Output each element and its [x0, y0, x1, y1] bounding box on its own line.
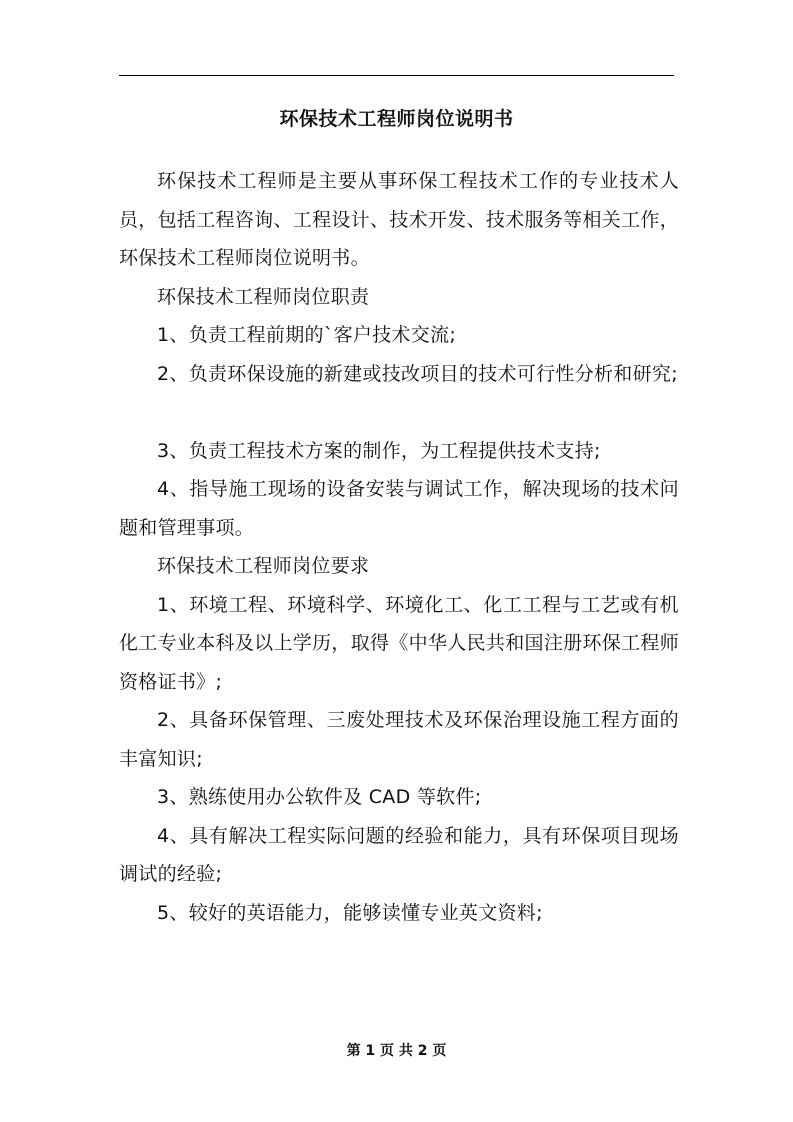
- requirement-item-4: 4、具有解决工程实际问题的经验和能力，具有环保项目现场调试的经验;: [119, 824, 679, 885]
- requirement-item-1: 1、环境工程、环境科学、环境化工、化工工程与工艺或有机化工专业本科及以上学历，取得《中华人民共和国注册环保工程师资格证书》;: [119, 593, 679, 693]
- duty-item-1: 1、负责工程前期的`客户技术交流;: [157, 324, 457, 346]
- document-body: [119, 162, 679, 932]
- duty-item-2: 2、负责环保设施的新建或技改项目的技术可行性分析和研究;: [157, 362, 678, 385]
- section-heading-duties: 环保技术工程师岗位职责: [157, 285, 370, 308]
- header-rule: [119, 75, 674, 76]
- document-title: 环保技术工程师岗位说明书: [279, 108, 514, 130]
- page-number-footer: 第 1 页 共 2 页: [346, 1043, 447, 1059]
- duty-item-4: 4、指导施工现场的设备安装与调试工作，解决现场的技术问题和管理事项。: [119, 478, 679, 539]
- requirement-item-3: 3、熟练使用办公软件及 CAD 等软件;: [157, 786, 482, 808]
- intro-paragraph: 环保技术工程师是主要从事环保工程技术工作的专业技术人员，包括工程咨询、工程设计、技术开发、技术服务等相关工作，环保技术工程师岗位说明书。: [119, 170, 679, 269]
- requirement-item-2: 2、具备环保管理、三废处理技术及环保治理设施工程方面的丰富知识;: [119, 709, 679, 770]
- duty-item-3: 3、负责工程技术方案的制作，为工程提供技术支持;: [157, 439, 601, 462]
- section-heading-requirements: 环保技术工程师岗位要求: [157, 555, 370, 577]
- requirement-item-5: 5、较好的英语能力，能够读懂专业英文资料;: [157, 901, 543, 924]
